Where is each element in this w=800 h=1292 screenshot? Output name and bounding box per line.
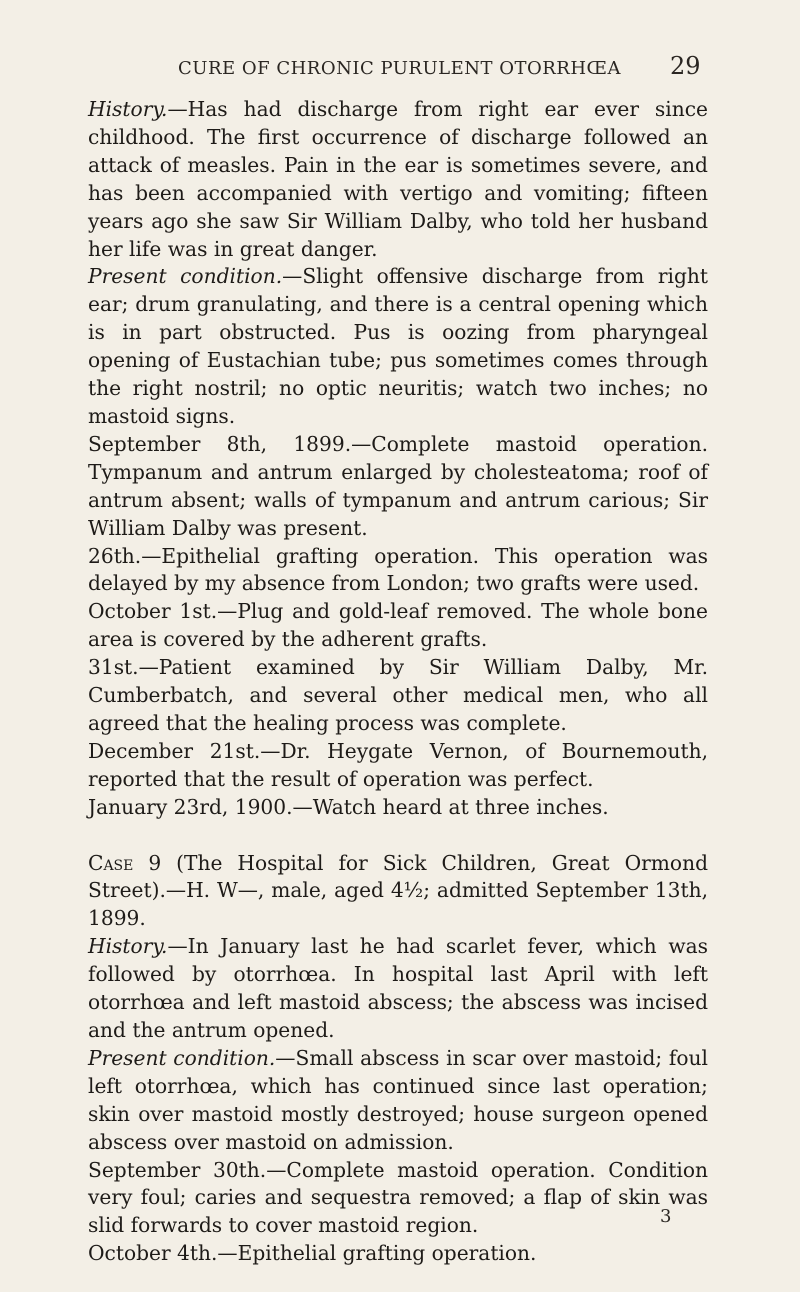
case8-entry-31st: 31st.—Patient examined by Sir William Dalby, Mr. Cumberbatch, and several other medical men, who all agreed that the healing process was complete. bbox=[88, 655, 708, 735]
case9-entry-september-30th: September 30th.—Complete mastoid operation. Condition very foul; caries and sequestra removed; a flap of skin was slid forwards to cover mastoid region. bbox=[88, 1157, 708, 1238]
page-body bbox=[88, 96, 708, 1268]
case8-entry-october-1st: October 1st.—Plug and gold-leaf removed. The whole bone area is covered by the adherent grafts. bbox=[88, 599, 708, 652]
case9-heading-paragraph bbox=[88, 850, 708, 934]
case8-present-condition-paragraph bbox=[88, 263, 708, 430]
history-label: History. bbox=[88, 934, 168, 959]
present-condition-text: —Small abscess in scar over mastoid; foul left otorrhœa, which has continued since last operation; skin over mastoid mostly destroyed; house surgeon opened abscess over mastoid on admission. bbox=[88, 1045, 708, 1154]
running-head: CURE OF CHRONIC PURULENT OTORRHŒA bbox=[178, 58, 622, 79]
case9-present-condition-paragraph bbox=[88, 1045, 708, 1157]
case8-entry-january-23rd: January 23rd, 1900.—Watch heard at three inches. bbox=[88, 794, 609, 819]
case8-entry-26th: 26th.—Epithelial grafting operation. This operation was delayed by my absence from London; two grafts were used. bbox=[88, 543, 708, 596]
signature-mark: 3 bbox=[660, 1206, 672, 1227]
present-condition-label: Present condition. bbox=[88, 264, 283, 289]
history-label: History. bbox=[88, 97, 168, 121]
case9-intro-text: 9 (The Hospital for Sick Children, Great Ormond Street).—H. W—, male, aged 4½; admitted September 13th, 1899. bbox=[88, 850, 708, 931]
present-condition-label: Present condition. bbox=[88, 1045, 276, 1070]
history-text: —In January last he had scarlet fever, which was followed by otorrhœa. In hospital last April with left otorrhœa and left mastoid abscess; the abscess was incised and the antrum opened. bbox=[88, 934, 708, 1042]
case8-history-paragraph bbox=[88, 96, 708, 263]
case9-entry-october-4th: October 4th.—Epithelial grafting operation. bbox=[88, 1241, 537, 1266]
case9-history-paragraph bbox=[88, 933, 708, 1045]
case8-entry-december-21st: December 21st.—Dr. Heygate Vernon, of Bournemouth, reported that the result of operation was perfect. bbox=[88, 738, 708, 791]
case8-entry-september-8th: September 8th, 1899.—Complete mastoid operation. Tympanum and antrum enlarged by cholesteatoma; roof of antrum absent; walls of tympanum and antrum carious; Sir William Dalby was present. bbox=[88, 431, 708, 540]
history-text: —Has had discharge from right ear ever since childhood. The first occurrence of discharge followed an attack of measles. Pain in the ear is sometimes severe, and has been accompanied with vertigo and vomiting; fifteen years ago she saw Sir William Dalby, who told her husband her life was in great danger. bbox=[88, 97, 708, 261]
case-label: Case bbox=[88, 850, 134, 875]
present-condition-text: —Slight offensive discharge from right ear; drum granulating, and there is a central opening which is in part obstructed. Pus is oozing from pharyngeal opening of Eustachian tube; pus sometimes comes through the right nostril; no optic neuritis; watch two inches; no mastoid signs. bbox=[88, 264, 708, 428]
section-spacer bbox=[88, 822, 708, 850]
page-number: 29 bbox=[670, 52, 701, 80]
